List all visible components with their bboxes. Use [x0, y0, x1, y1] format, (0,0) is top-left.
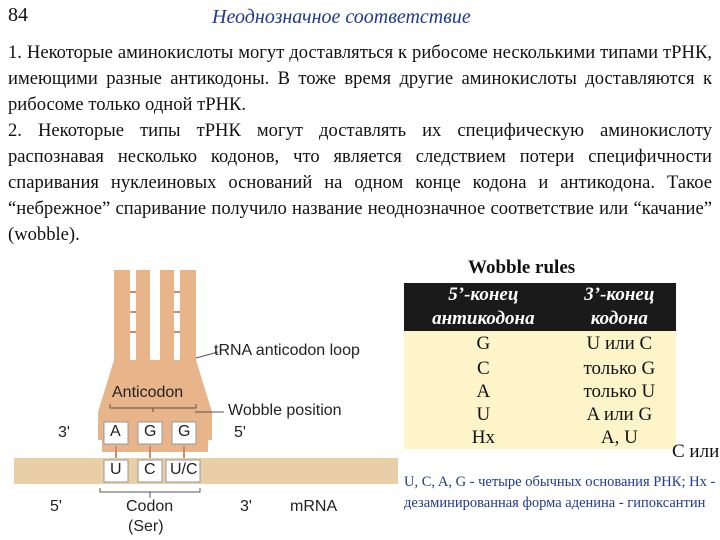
mrna-5prime-label: 5' — [50, 498, 62, 515]
codon-base-3: U/C — [170, 461, 198, 478]
codon-cell: A, U — [563, 426, 676, 449]
codon-cell: только U — [563, 380, 676, 403]
wobble-position-label: Wobble position — [228, 402, 342, 419]
header-anticodon-5prime: 5’-конец антикодона — [404, 283, 563, 331]
body-text — [8, 40, 712, 248]
anticodon-base-2: G — [144, 423, 157, 440]
mrna-3prime-label: 3' — [240, 498, 252, 515]
wobble-rules-table — [404, 283, 676, 449]
table-row — [404, 426, 676, 449]
anticodon-cell: A — [404, 380, 563, 403]
anticodon-cell: G — [404, 331, 563, 357]
wobble-diagram — [0, 262, 400, 540]
trna-right-arm-inner — [160, 270, 174, 362]
table-trailing-text: C или — [672, 441, 720, 462]
table-header-row — [404, 283, 676, 331]
trna-5prime-label: 5' — [234, 424, 246, 441]
codon-base-2: C — [144, 461, 156, 478]
anticodon-label: Anticodon — [112, 384, 184, 401]
bases-legend: U, C, A, G - четыре обычных основания РНК; Hx - дезаминированная форма аденина - гипоксантин — [404, 474, 716, 511]
table-row — [404, 403, 676, 426]
codon-cell: U или C — [563, 331, 676, 357]
trna-anticodon-loop-label: tRNA anticodon loop — [214, 342, 360, 359]
codon-cell: только G — [563, 357, 676, 380]
table-row — [404, 380, 676, 403]
slide-title: Неоднозначное соответствие — [212, 6, 471, 28]
codon-base-1: U — [110, 461, 122, 478]
paragraph-2: 2. Некоторые типы тРНК могут доставлять их специфическую аминокислоту распознавая несколько кодонов, что является следствием потери специфичности спаривания нуклеиновых оснований на одном конце кодона и антикодона. Такое “небрежное” спаривание получило название неоднозначное соответствие или “качание” (wobble). — [8, 120, 712, 245]
anticodon-cell: Hx — [404, 426, 563, 449]
anticodon-base-1: A — [110, 423, 121, 440]
header-codon-3prime: 3’-конец кодона — [563, 283, 676, 331]
trna-left-arm-inner — [136, 270, 150, 362]
table-row — [404, 331, 676, 357]
mrna-strand — [14, 458, 398, 484]
anticodon-cell: U — [404, 403, 563, 426]
paragraph-1: 1. Некоторые аминокислоты могут доставляться к рибосоме несколькими типами тРНК, имеющими разные антикодоны. В тоже время другие аминокислоты доставляются к рибосоме только одной тРНК. — [8, 42, 712, 115]
anticodon-cell: C — [404, 357, 563, 380]
table-row — [404, 357, 676, 380]
codon-label: Codon — [126, 498, 174, 515]
slide-number: 84 — [8, 4, 28, 26]
mrna-label: mRNA — [290, 498, 338, 515]
codon-cell: A или G — [563, 403, 676, 426]
anticodon-base-3: G — [178, 423, 191, 440]
wobble-rules-title: Wobble rules — [468, 257, 576, 278]
amino-acid-label: (Ser) — [128, 518, 164, 535]
trna-right-arm — [180, 270, 196, 362]
trna-3prime-label: 3' — [58, 424, 70, 441]
trna-left-arm — [114, 270, 130, 362]
